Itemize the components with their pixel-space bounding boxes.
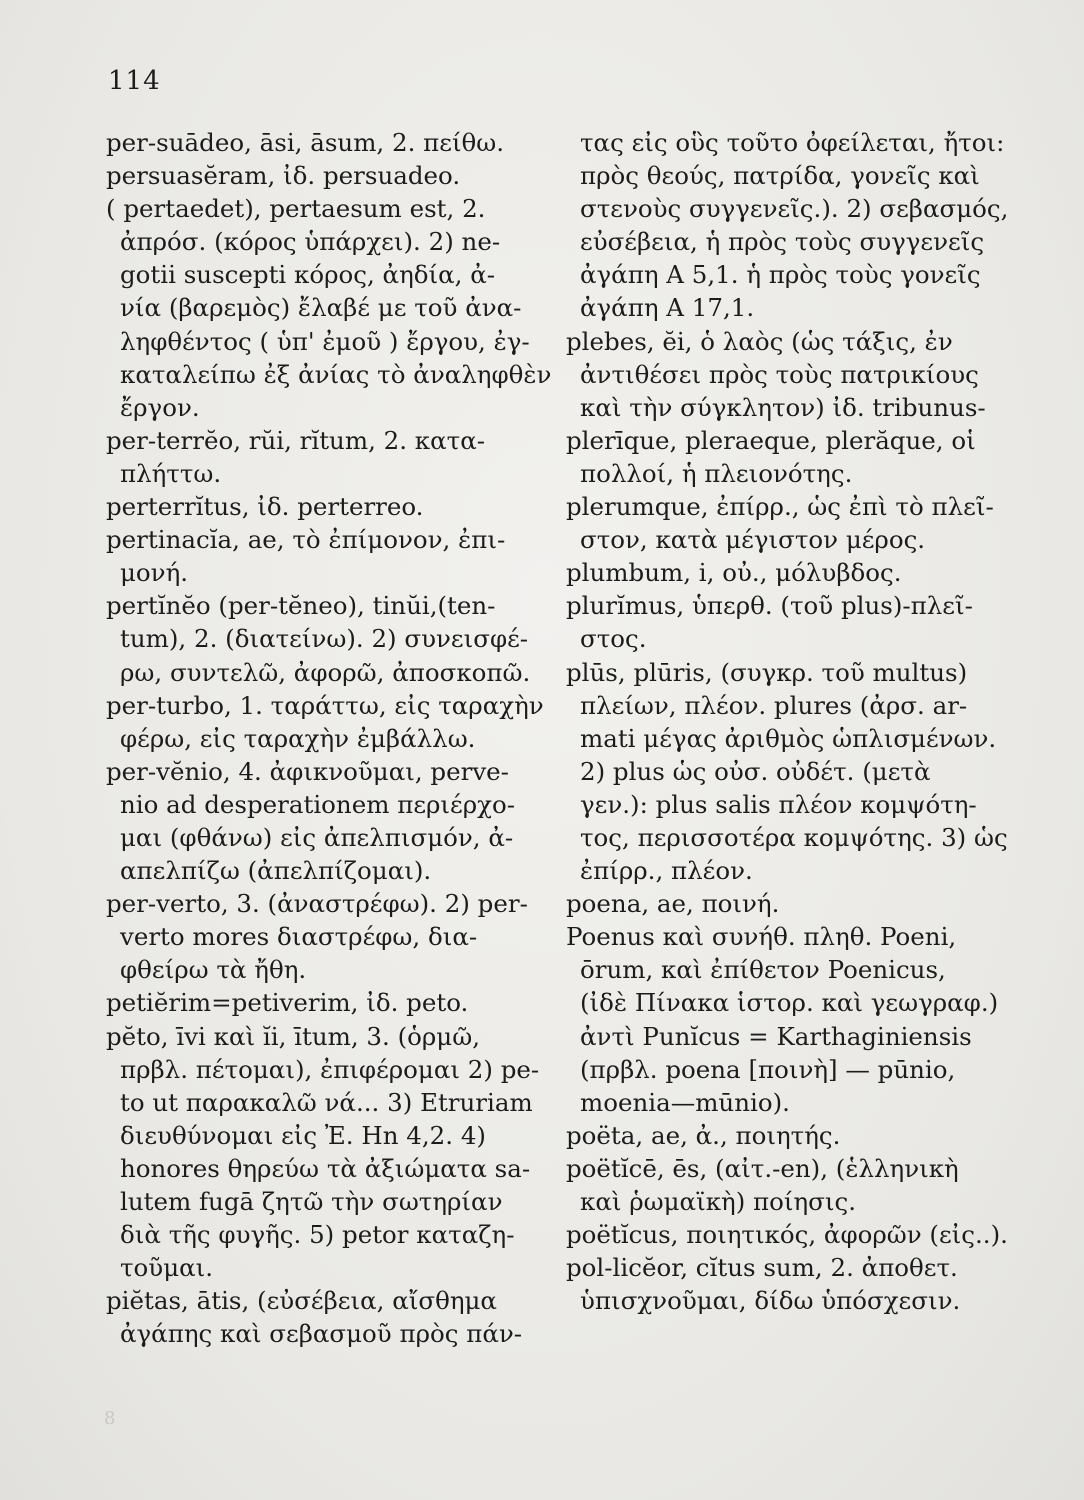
dictionary-line: tum), 2. (διατείνω). 2) συνεισφέ-: [120, 624, 529, 654]
dictionary-line: per-terrĕo, rŭi, rĭtum, 2. κατα-: [106, 425, 486, 455]
dictionary-line: ἔργον.: [120, 392, 200, 422]
dictionary-line: piĕtas, ātis, (εὐσέβεια, αἴσθημα: [106, 1286, 497, 1316]
dictionary-line: στον, κατὰ μέγιστον μέρος.: [580, 525, 926, 555]
dictionary-line: ἀπρόσ. (κόρος ὑπάρχει). 2) ne-: [120, 227, 501, 257]
dictionary-line: mati μέγας ἀριθμὸς ὡπλισμένων.: [580, 723, 997, 753]
dictionary-line: poëta, ae, ἀ., ποιητής.: [566, 1120, 841, 1150]
dictionary-line: ἀγάπη Α 5,1. ἡ πρὸς τοὺς γονεῖς: [580, 260, 981, 290]
dictionary-line: ἀντιθέσει πρὸς τοὺς πατρικίους: [580, 359, 979, 389]
dictionary-line: στος.: [580, 624, 647, 654]
dictionary-line: per-vĕnio, 4. ἀφικνοῦμαι, perve-: [106, 756, 509, 786]
dictionary-line: ληφθέντος ( ὑπ' ἐμοῦ ) ἔργου, ἐγ-: [120, 326, 530, 356]
dictionary-line: πλήττω.: [120, 458, 222, 488]
dictionary-line: (ἰδὲ Πίνακα ἱστορ. καὶ γεωγραφ.): [580, 988, 999, 1018]
dictionary-line: plurĭmus, ὑπερθ. (τοῦ plus)-πλεῖ-: [566, 591, 973, 621]
dictionary-line: poëtĭcus, ποιητικός, ἀφορῶν (εἰς..).: [566, 1220, 1008, 1250]
dictionary-line: τας εἰς οὓς τοῦτο ὀφείλεται, ἤτοι:: [580, 128, 1005, 157]
dictionary-line: petiĕrim=petiverim, ἰδ. peto.: [106, 988, 469, 1018]
dictionary-line: (πρβλ. poena [ποινὴ] — pūnio,: [580, 1054, 956, 1084]
dictionary-line: to ut παρακαλῶ νά... 3) Etruriam: [120, 1087, 533, 1117]
dictionary-line: νία (βαρεμὸς) ἔλαβέ με τοῦ ἀνα-: [120, 293, 522, 323]
dictionary-line: ἀγάπη Α 17,1.: [580, 293, 755, 323]
dictionary-line: φθείρω τὰ ἤθη.: [120, 955, 307, 985]
dictionary-line: διὰ τῆς φυγῆς. 5) petor καταζη-: [120, 1220, 515, 1250]
dictionary-line: πλείων, πλέον. plures (ἀρσ. ar-: [580, 690, 968, 720]
dictionary-line: pĕto, īvi καὶ ĭi, ītum, 3. (ὁρμῶ,: [106, 1021, 480, 1051]
dictionary-line: πρβλ. πέτομαι), ἐπιφέρομαι 2) pe-: [120, 1054, 540, 1084]
dictionary-line: pertĭnĕo (per-tĕneo), tinŭi,(ten-: [106, 591, 496, 621]
dictionary-line: perterrĭtus, ἰδ. perterreo.: [106, 492, 424, 522]
dictionary-line: καὶ ῥωμαϊκὴ) ποίησις.: [580, 1187, 857, 1216]
dictionary-line: γεν.): plus salis πλέον κομψότη-: [580, 789, 977, 819]
dictionary-line: στενοὺς συγγενεῖς.). 2) σεβασμός,: [580, 194, 1009, 224]
dictionary-line: ρω, συντελῶ, ἀφορῶ, ἀποσκοπῶ.: [120, 657, 531, 687]
dictionary-line: καὶ τὴν σύγκλητον) ἰδ. tribunus-: [580, 392, 986, 422]
dictionary-line: per-verto, 3. (ἀναστρέφω). 2) per-: [106, 889, 528, 919]
dictionary-line: per-turbo, 1. ταράττω, εἰς ταραχὴν: [106, 690, 544, 720]
page-number: 114: [108, 66, 161, 96]
dictionary-line: poëtĭcē, ēs, (αἰτ.-en), (ἑλληνικὴ: [566, 1153, 959, 1183]
dictionary-line: poena, ae, ποινή.: [566, 889, 780, 919]
dictionary-line: φέρω, εἰς ταραχὴν ἐμβάλλω.: [120, 723, 476, 753]
dictionary-line: ὑπισχνοῦμαι, δίδω ὑπόσχεσιν.: [580, 1286, 961, 1316]
dictionary-line: ἀγάπης καὶ σεβασμοῦ πρὸς πάν-: [120, 1319, 523, 1349]
dictionary-line: πολλοί, ἡ πλειονότης.: [580, 458, 853, 488]
dictionary-line: διευθύνομαι εἰς Ἐ. Hn 4,2. 4): [120, 1120, 486, 1150]
dictionary-line: honores θηρεύω τὰ ἀξιώματα sa-: [120, 1153, 531, 1183]
dictionary-line: moenia—mūnio).: [580, 1087, 790, 1117]
dictionary-line: τος, περισσοτέρα κομψότης. 3) ὡς: [580, 822, 1008, 852]
dictionary-line: μαι (φθάνω) εἰς ἀπελπισμόν, ἀ-: [120, 822, 514, 852]
left-column: [106, 126, 552, 1350]
dictionary-line: plerumque, ἐπίρρ., ὡς ἐπὶ τὸ πλεῖ-: [566, 492, 994, 522]
dictionary-line: plumbum, i, οὐ., μόλυβδος.: [566, 558, 902, 588]
dictionary-line: plerīque, pleraeque, plerăque, οἱ: [566, 425, 976, 455]
dictionary-line: plebes, ĕi, ὁ λαὸς (ὡς τάξις, ἐν: [566, 326, 953, 356]
dictionary-line: verto mores διαστρέφω, δια-: [120, 922, 478, 952]
dictionary-line: plūs, plūris, (συγκρ. τοῦ multus): [566, 657, 968, 687]
dictionary-line: πρὸς θεούς, πατρίδα, γονεῖς καὶ: [580, 161, 980, 191]
dictionary-line: nio ad desperationem περιέρχο-: [120, 789, 515, 819]
dictionary-line: ἐπίρρ., πλέον.: [580, 856, 753, 886]
dictionary-line: ( pertaedet), pertaesum est, 2.: [106, 194, 486, 224]
dictionary-line: Poenus καὶ συνήθ. πληθ. Poeni,: [566, 922, 957, 952]
dictionary-line: gotii suscepti κόρος, ἀηδία, ἀ-: [120, 260, 496, 290]
dictionary-line: απελπίζω (ἀπελπίζομαι).: [120, 856, 432, 886]
dictionary-line: lutem fugā ζητῶ τὴν σωτηρίαν: [120, 1187, 503, 1216]
dictionary-line: ἀντὶ Punĭcus = Karthaginiensis: [580, 1021, 972, 1051]
dictionary-line: τοῦμαι.: [120, 1253, 214, 1283]
dictionary-line: 2) plus ὡς οὐσ. οὐδέτ. (μετὰ: [580, 756, 931, 786]
dictionary-line: pol-licĕor, cĭtus sum, 2. ἀποθετ.: [566, 1253, 958, 1283]
dictionary-line: persuasĕram, ἰδ. persuadeo.: [106, 161, 461, 191]
dictionary-line: μονή.: [120, 558, 189, 588]
dictionary-line: καταλείπω ἐξ ἀνίας τὸ ἀναληφθὲν: [120, 359, 552, 389]
dictionary-line: per-suādeo, āsi, āsum, 2. πείθω.: [106, 128, 505, 157]
dictionary-line: pertinacĭa, ae, τὸ ἐπίμονον, ἐπι-: [106, 525, 506, 555]
dictionary-line: ōrum, καὶ ἐπίθετον Poenicus,: [580, 955, 946, 985]
dictionary-line: εὐσέβεια, ἡ πρὸς τοὺς συγγενεῖς: [580, 227, 985, 257]
right-column: [566, 126, 1009, 1317]
bleed-through-mark: 8: [104, 1408, 116, 1429]
